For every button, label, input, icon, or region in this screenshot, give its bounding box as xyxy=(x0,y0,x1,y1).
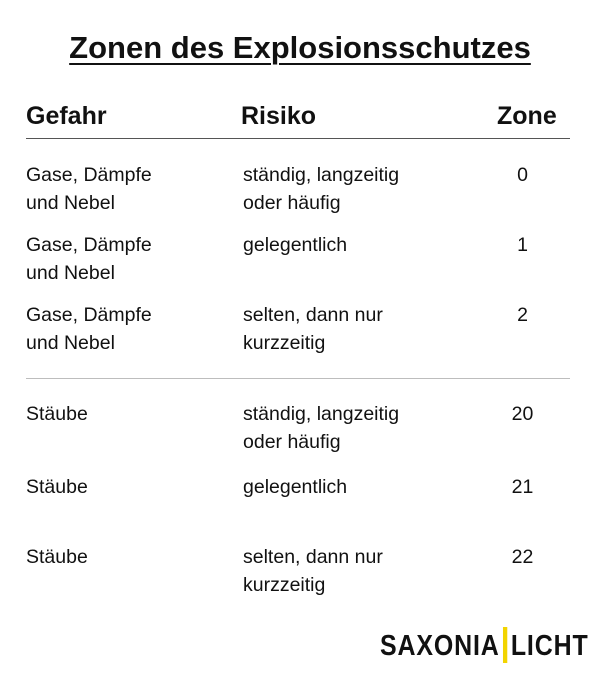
cell-risiko: ständig, langzeitig oder häufig xyxy=(243,164,400,214)
cell-gefahr: Stäube xyxy=(26,546,88,568)
cell-gefahr: Gase, Dämpfe und Nebel xyxy=(26,234,152,284)
column-header-zone: Zone xyxy=(497,102,557,130)
cell-zone: 22 xyxy=(511,546,534,568)
cell-gefahr: Stäube xyxy=(26,476,88,498)
logo-text-left: SAXONIA xyxy=(380,630,500,662)
cell-gefahr: Gase, Dämpfe und Nebel xyxy=(26,304,152,354)
cell-zone: 1 xyxy=(517,234,528,256)
cell-risiko: ständig, langzeitig oder häufig xyxy=(243,403,400,453)
logo-text-right: LICHT xyxy=(510,630,589,662)
cell-zone: 20 xyxy=(511,403,534,425)
cell-risiko: selten, dann nur kurzzeitig xyxy=(243,546,383,596)
cell-zone: 21 xyxy=(511,476,534,498)
cell-zone: 0 xyxy=(517,164,528,186)
cell-risiko: selten, dann nur kurzzeitig xyxy=(243,304,383,354)
cell-risiko: gelegentlich xyxy=(243,234,348,256)
column-header-risiko: Risiko xyxy=(241,102,317,130)
column-header-gefahr: Gefahr xyxy=(26,102,107,130)
section-divider xyxy=(26,378,570,379)
cell-zone: 2 xyxy=(517,304,528,326)
cell-risiko: gelegentlich xyxy=(243,476,348,498)
cell-gefahr: Gase, Dämpfe und Nebel xyxy=(26,164,152,214)
cell-gefahr: Stäube xyxy=(26,403,88,425)
header-divider xyxy=(26,138,570,139)
page-title: Zonen des Explosionsschutzes xyxy=(69,30,531,65)
logo-divider-bar xyxy=(503,627,507,663)
saxonia-licht-logo xyxy=(380,627,589,665)
